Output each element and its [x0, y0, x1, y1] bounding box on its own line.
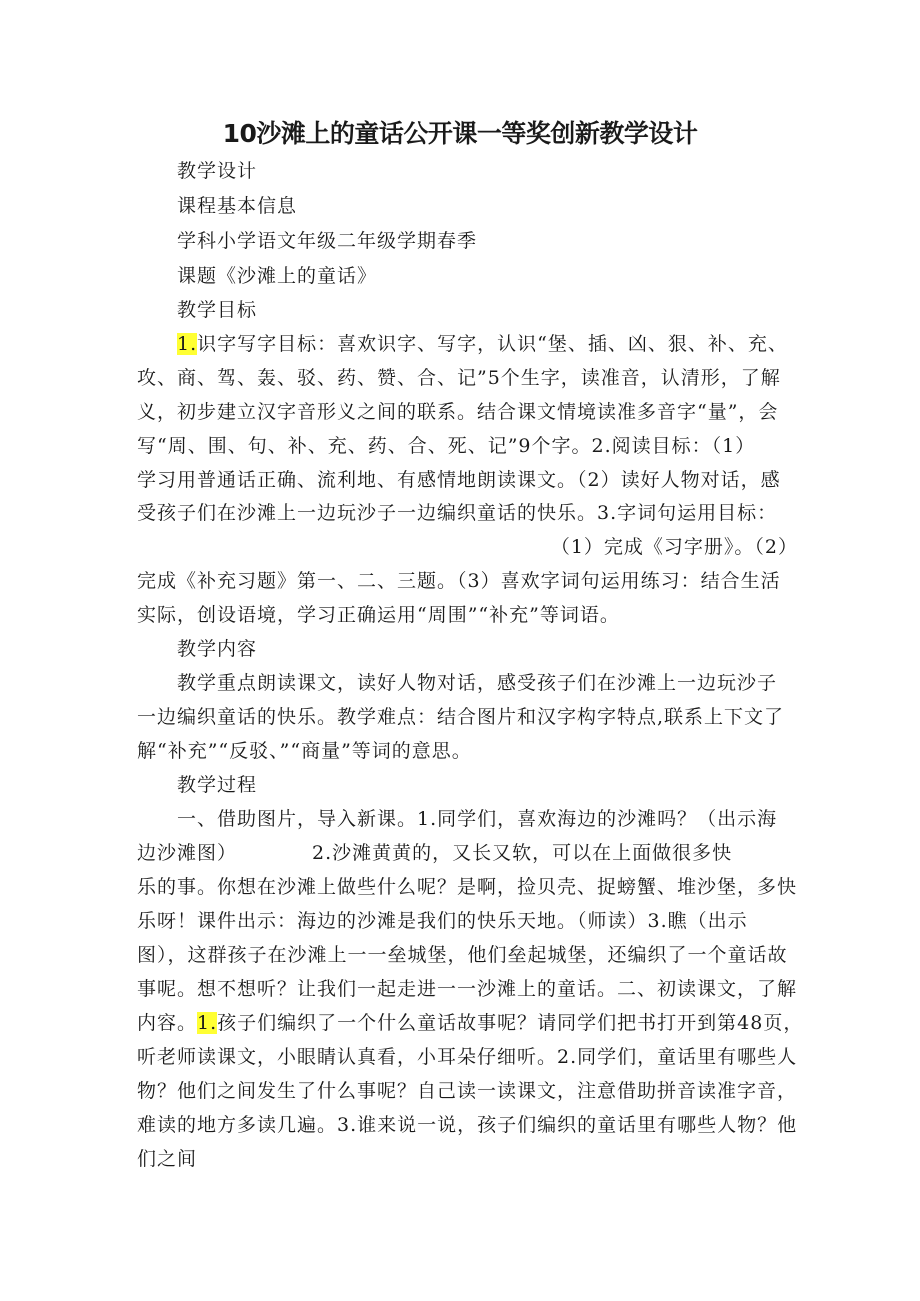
lesson-topic: 课题《沙滩上的童话》: [177, 265, 378, 287]
paragraph-line: 一边编织童话的快乐。教学难点：结合图片和汉字构字特点,联系上下文了: [137, 706, 785, 728]
document-title: 10沙滩上的童话公开课一等奖创新教学设计: [222, 119, 698, 148]
paragraph-line: 受孩子们在沙滩上一边玩沙子一边编织童话的快乐。3.字词句运用目标：: [137, 502, 778, 524]
paragraph-line: 2.沙滩黄黄的，又长又软，可以在上面做很多快: [312, 842, 733, 864]
paragraph-line: [137, 1010, 804, 1036]
paragraph-line: 难读的地方多读几遍。3.谁来说一说，孩子们编织的童话里有哪些人物？他: [137, 1114, 798, 1136]
paragraph-line: 一、借助图片，导入新课。1.同学们，喜欢海边的沙滩吗？（出示海: [177, 808, 778, 830]
paragraph-line: 边沙滩图）: [137, 842, 238, 864]
paragraph-line: 听老师读课文，小眼睛认真看，小耳朵仔细听。2.同学们，童话里有哪些人: [137, 1046, 798, 1068]
paragraph-line: 攻、商、驾、轰、驳、药、赞、合、记”5个生字，读准音，认清形，了解: [137, 367, 781, 389]
paragraph-line: 物？他们之间发生了什么事呢？自己读一读课文，注意借助拼音读准字音，: [137, 1080, 798, 1102]
paragraph-line: 学习用普通话正确、流利地、有感情地朗读课文。（2）读好人物对话，感: [137, 469, 781, 491]
paragraph-line: （1）完成《习字册》。（2）: [550, 536, 798, 558]
paragraph-line: 教学重点朗读课文，读好人物对话，感受孩子们在沙滩上一边玩沙子: [177, 672, 778, 694]
paragraph-line: 义，初步建立汉字音形义之间的联系。结合课文情境读准多音字“量”，会: [137, 401, 779, 423]
paragraph-line: 们之间: [137, 1148, 198, 1170]
heading-teaching-process: 教学过程: [177, 774, 258, 796]
paragraph-text: 孩子们编织了一个什么童话故事呢？请同学们把书打开到第48页，: [217, 1012, 804, 1034]
heading-teaching-design: 教学设计: [177, 160, 258, 182]
paragraph-line: 实际，创设语境，学习正确运用“周围”“补充”等词语。: [137, 604, 620, 626]
paragraph-line: 解“补充”“反驳、”“商量”等词的意思。: [137, 740, 472, 762]
paragraph-line: 乐的事。你想在沙滩上做些什么呢？是啊，捡贝壳、捉螃蟹、堆沙堡，多快: [137, 876, 798, 898]
paragraph-line: 乐呀！课件出示：海边的沙滩是我们的快乐天地。（师读）3.瞧（出示: [137, 910, 748, 932]
heading-course-info: 课程基本信息: [177, 195, 298, 217]
heading-teaching-goals: 教学目标: [177, 299, 258, 321]
subject-info: 学科小学语文年级二年级学期春季: [177, 230, 478, 252]
heading-teaching-content: 教学内容: [177, 638, 258, 660]
paragraph-line: [177, 331, 837, 357]
paragraph-line: 图），这群孩子在沙滩上一一垒城堡，他们垒起城堡，还编织了一个童话故: [137, 944, 788, 966]
paragraph-line: 写“周、围、句、补、充、药、合、死、记”9个字。2.阅读目标：（1）: [137, 435, 756, 457]
highlighted-number: 1.: [177, 333, 198, 355]
paragraph-line: 完成《补充习题》第一、二、三题。（3）喜欢字词句运用练习：结合生活: [137, 570, 781, 592]
highlighted-number: 1.: [197, 1012, 218, 1034]
paragraph-line: 事呢。想不想听？让我们一起走进一一沙滩上的童话。二、初读课文，了解: [137, 978, 798, 1000]
paragraph-text: 识字写字目标：喜欢识字、写字，认识“堡、插、凶、狠、补、充、: [197, 333, 788, 355]
paragraph-text: 内容。: [137, 1012, 198, 1034]
